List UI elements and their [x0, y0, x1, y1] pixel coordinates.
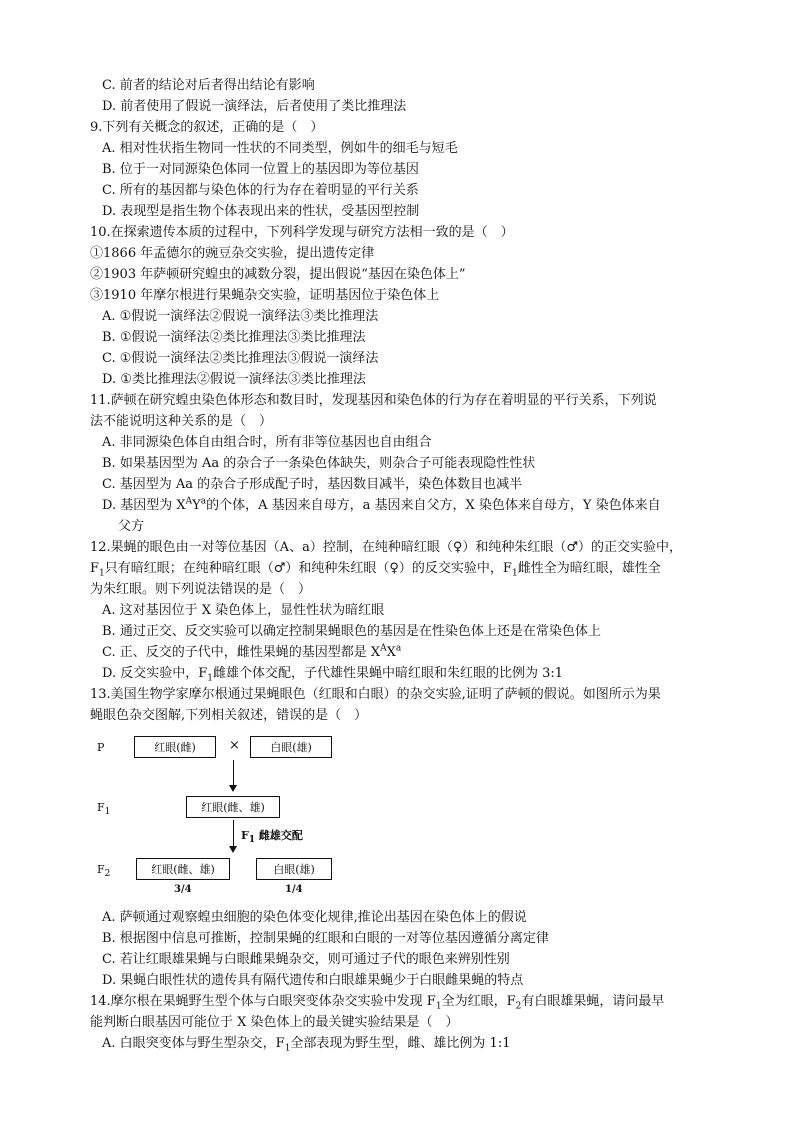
q11-stem-line1: 11.萨顿在研究蝗虫染色体形态和数目时，发现基因和染色体的行为存在着明显的平行关系，下列说	[90, 393, 657, 408]
arrow-head-1	[229, 785, 237, 792]
q12-option-c: C. 正、反交的子代中，雌性果蝇的基因型都是 $X^AX^a$	[102, 643, 402, 660]
f2-white-box: 白眼(雄)	[256, 858, 332, 880]
f1-box: 红眼(雌、雄)	[186, 796, 280, 818]
q9-option-d: D. 表现型是指生物个体表现出来的性状，受基因型控制	[102, 204, 420, 219]
cross-symbol: ×	[229, 738, 240, 753]
q10-option-b: B. ①假说一演绎法②类比推理法③类比推理法	[102, 330, 366, 345]
f2-red-ratio: 3/4	[174, 884, 192, 895]
q14-stem-line2: 能判断白眼基因可能位于 X 染色体上的最关键实验结果是（ ）	[90, 1015, 459, 1030]
q13-option-c: C. 若让红眼雄果蝇与白眼雌果蝇杂交，则可通过子代的眼色来辨别性别	[102, 952, 510, 967]
q9-stem: 9.下列有关概念的叙述，正确的是（ ）	[90, 120, 324, 135]
p-male-box: 白眼(雄)	[250, 736, 332, 758]
q11-option-a: A. 非同源染色体自由组合时，所有非等位基因也自由组合	[102, 435, 432, 450]
q14-stem-line1: 14.摩尔根在果蝇野生型个体与白眼突变体杂交实验中发现 $F_1$全为红眼，$F_2$有白眼雄果蝇，请问最早	[90, 994, 665, 1012]
q12-option-a: A. 这对基因位于 X 染色体上，显性性状为暗红眼	[102, 603, 385, 618]
q12-option-d: D. 反交实验中，$F_1$雌雄个体交配，子代雄性果蝇中暗红眼和朱红眼的比例为 3:1	[102, 666, 564, 684]
q10-option-d: D. ①类比推理法②假说一演绎法③类比推理法	[102, 372, 366, 387]
q10-option-a: A. ①假说一演绎法②假说一演绎法③类比推理法	[102, 309, 379, 324]
q10-item-2: ②1903 年萨顿研究蝗虫的减数分裂，提出假说“基因在染色体上”	[90, 267, 466, 282]
q12-stem-line1: 12.果蝇的眼色由一对等位基因（A、a）控制，在纯种暗红眼（♀）和纯种朱红眼（♂）的正交实验中，	[90, 540, 682, 555]
q8-option-d: D. 前者使用了假说一演绎法，后者使用了类比推理法	[102, 99, 407, 114]
arrow-head-2	[229, 846, 237, 853]
q11-option-c: C. 基因型为 Aa 的杂合子形成配子时，基因数目减半，染色体数目也减半	[102, 477, 523, 492]
arrow-line-2	[233, 820, 234, 847]
q10-stem: 10.在探索遗传本质的过程中，下列科学发现与研究方法相一致的是（ ）	[90, 225, 514, 240]
q11-option-b: B. 如果基因型为 Aa 的杂合子一条染色体缺失，则杂合子可能表现隐性性状	[102, 456, 536, 471]
f2-red-box: 红眼(雌、雄)	[136, 858, 230, 880]
q13-option-d: D. 果蝇白眼性状的遗传具有隔代遗传和白眼雄果蝇少于白眼雌果蝇的特点	[102, 973, 524, 988]
q12-stem-line3: 为朱红眼。则下列说法错误的是（ ）	[90, 582, 312, 597]
q12-option-b: B. 通过正交、反交实验可以确定控制果蝇眼色的基因是在性染色体上还是在常染色体上	[102, 624, 601, 639]
q11-option-d: D. 基因型为 $X^AY^a$的个体，A 基因来自母方，a 基因来自父方，X 染色体来自母方，Y 染色体来自	[102, 496, 661, 513]
q11-option-d-line2: 父方	[118, 519, 145, 534]
p-female-box: 红眼(雌)	[134, 736, 216, 758]
f2-generation-label: $F_2$	[97, 863, 111, 880]
q10-option-c: C. ①假说一演绎法②类比推理法③假说一演绎法	[102, 351, 379, 366]
q13-stem-line2: 蝇眼色杂交图解,下列相关叙述，错误的是（ ）	[90, 708, 368, 723]
q8-option-c: C. 前者的结论对后者得出结论有影响	[102, 78, 315, 93]
q11-stem-line2: 法不能说明这种关系的是（ ）	[90, 414, 273, 429]
q10-item-1: ①1866 年孟德尔的豌豆杂交实验，提出遗传定律	[90, 246, 375, 261]
arrow-line-1	[233, 760, 234, 786]
q9-option-c: C. 所有的基因都与染色体的行为存在着明显的平行关系	[102, 183, 419, 198]
q10-item-3: ③1910 年摩尔根进行果蝇杂交实验，证明基因位于染色体上	[90, 288, 440, 303]
q9-option-b: B. 位于一对同源染色体同一位置上的基因即为等位基因	[102, 162, 419, 177]
f1-generation-label: $F_1$	[97, 801, 111, 818]
f2-white-ratio: 1/4	[285, 884, 303, 895]
f1-cross-label: $F_1$ 雌雄交配	[241, 829, 303, 846]
p-generation-label: P	[97, 741, 105, 754]
q13-option-b: B. 根据图中信息可推断，控制果蝇的红眼和白眼的一对等位基因遵循分离定律	[102, 931, 549, 946]
q12-stem-line2: $F_1$只有暗红眼；在纯种暗红眼（♂）和纯种朱红眼（♀）的反交实验中，$F_1$雌性全为暗红眼，雄性全	[90, 561, 661, 579]
q14-option-a: A. 白眼突变体与野生型杂交，$F_1$全部表现为野生型，雌、雄比例为 1:1	[102, 1036, 511, 1054]
q13-stem-line1: 13.美国生物学家摩尔根通过果蝇眼色（红眼和白眼）的杂交实验,证明了萨顿的假说。如图所示为果	[90, 687, 661, 702]
q9-option-a: A. 相对性状指生物同一性状的不同类型，例如牛的细毛与短毛	[102, 141, 458, 156]
q13-option-a: A. 萨顿通过观察蝗虫细胞的染色体变化规律,推论出基因在染色体上的假说	[102, 910, 527, 925]
